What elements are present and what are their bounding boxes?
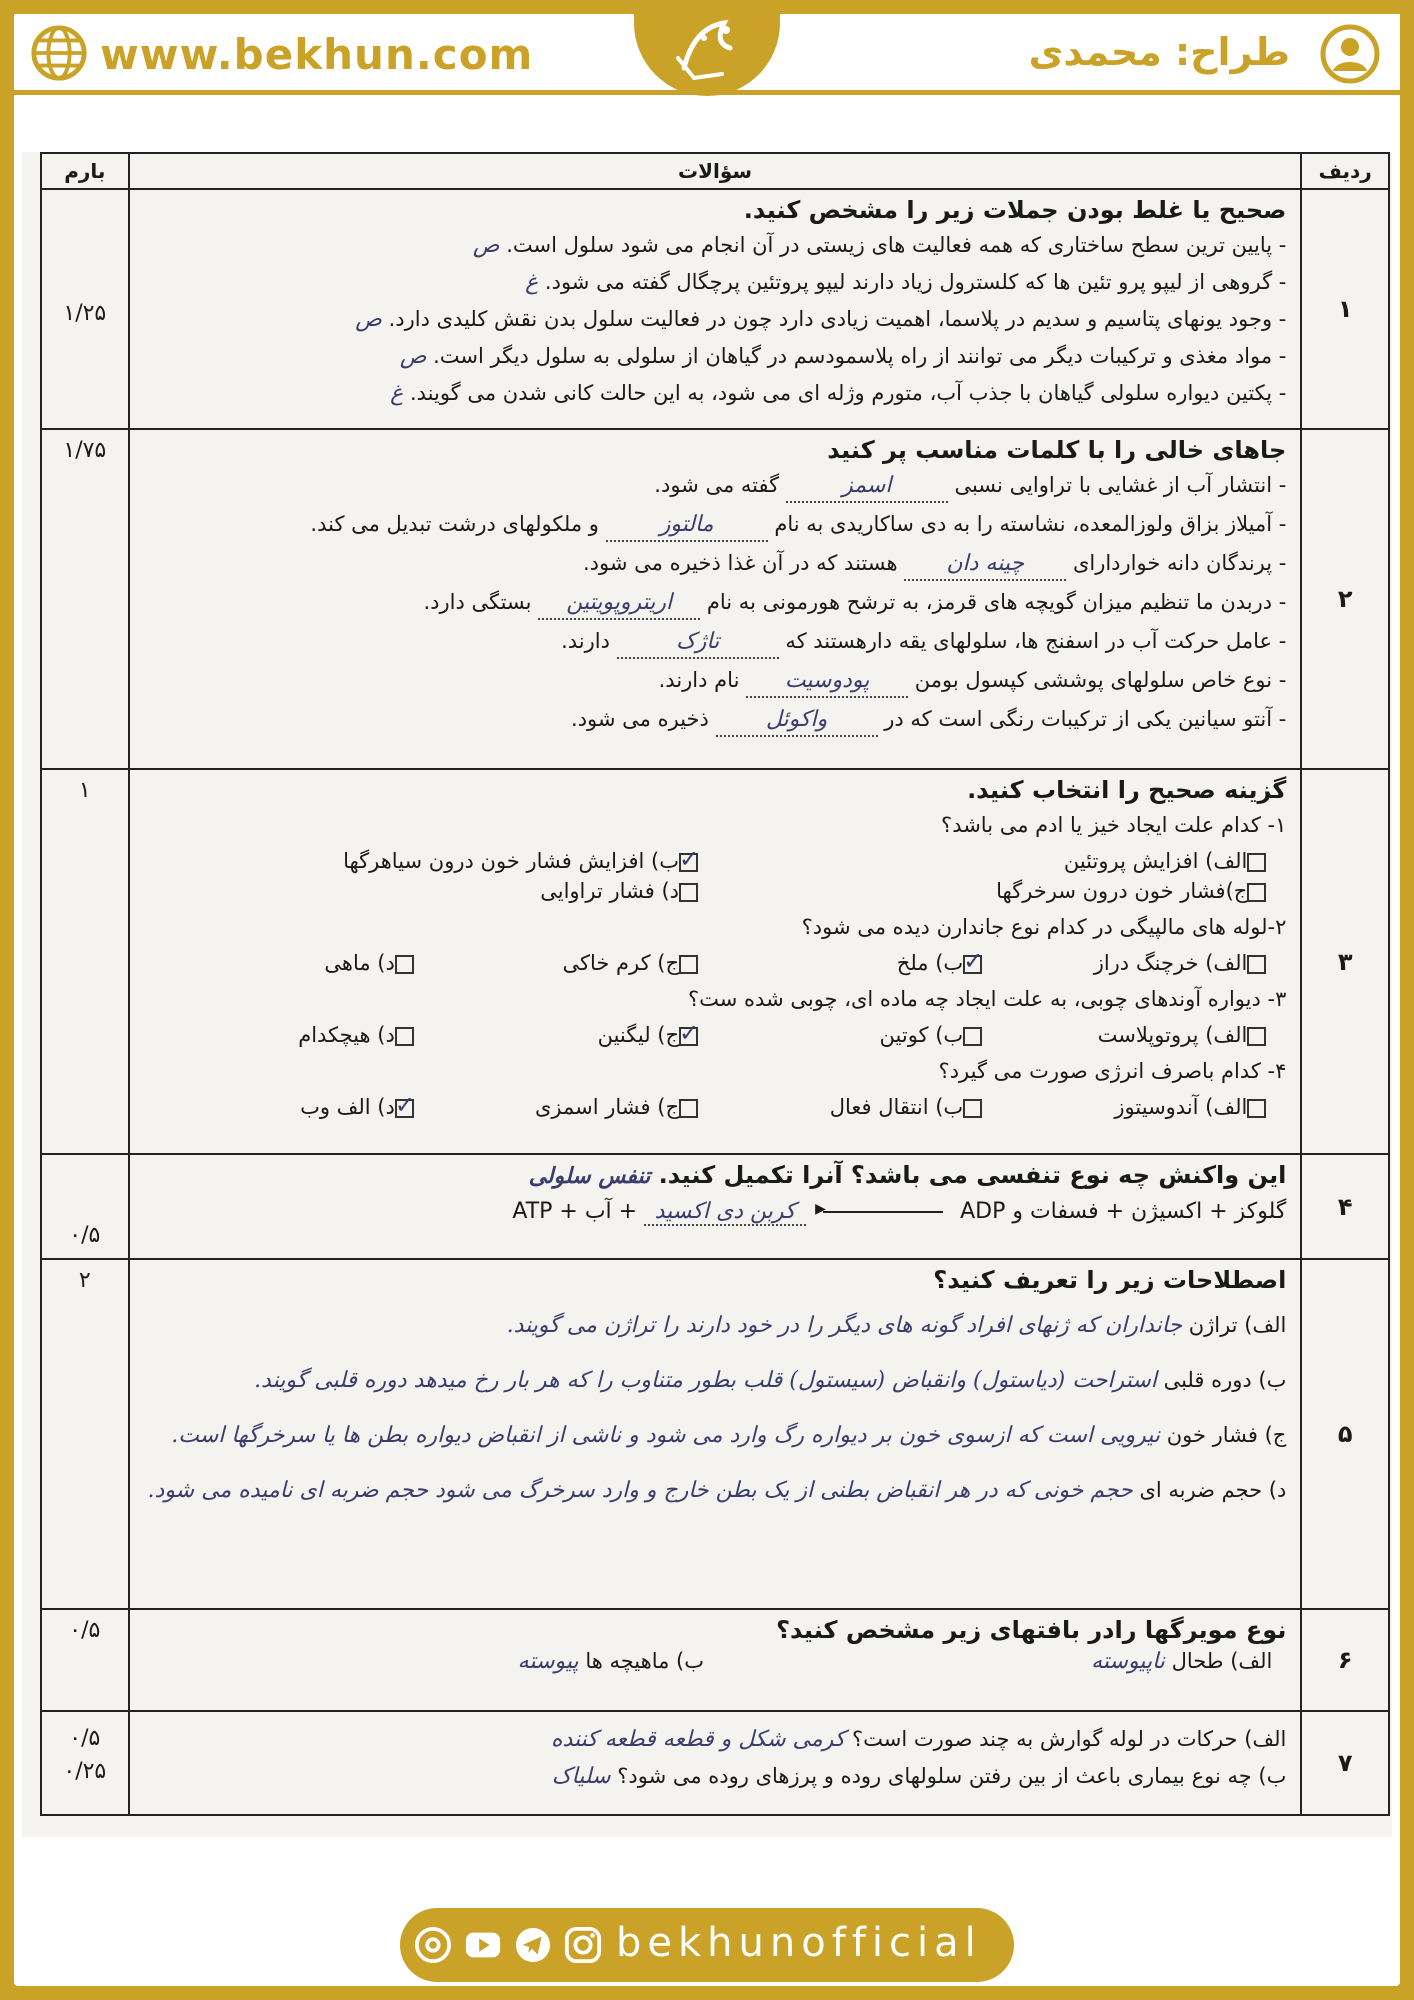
question-title: گزینه صحیح را انتخاب کنید. [967,776,1287,804]
fill-blank-item: - عامل حرکت آب در اسفنج ها، سلولهای یقه دارهستند که تاژک دارند. [140,626,1287,659]
statement: - وجود یونهای پتاسیم و سدیم در پلاسما، اهمیت زیادی دارد چون در فعالیت سلول بدن نقش کلیدی دارد. ص [355,307,1287,332]
youtube-icon[interactable] [464,1926,502,1964]
checkbox-icon[interactable] [679,1099,698,1118]
checkbox-icon[interactable] [1247,883,1266,902]
mc-option[interactable]: ✓ب) افزایش فشار خون درون سیاهرگها [140,846,708,876]
row-number: ۴ [1337,1192,1353,1221]
question-title: جاهای خالی را با کلمات مناسب پر کنید [827,436,1287,464]
row-number: ۵ [1337,1420,1353,1448]
row-number: ۶ [1337,1646,1353,1674]
question-title: این واکنش چه نوع تنفسی می باشد؟ آنرا تکمیل کنید. تنفس سلولی [528,1161,1287,1189]
social-footer [400,1908,1014,1982]
score-value: ۰/۵ [69,1223,101,1248]
header-score: بارم [41,153,129,189]
reaction-reactants: گلوکز + اکسیژن + فسفات و ADP [960,1199,1287,1224]
row-number: ۳ [1337,947,1353,976]
short-answer-item: ب) چه نوع بیماری باعث از بین رفتن سلولهای روده و پرزهای روده می شود؟ سلیاک [551,1764,1287,1789]
question-row-4 [41,1154,1389,1259]
blank-answer: پودوسیت [746,666,908,698]
handwritten-answer: حجم خونی که در هر انقباض بطنی از یک بطن خارج و وارد سرخرگ می شود حجم ضربه ای نامیده می شود. [147,1478,1133,1503]
question-row-1 [41,189,1389,429]
question-row-3 [41,769,1389,1154]
mc-question: ۱- کدام علت ایجاد خیز یا ادم می باشد؟ [941,813,1287,837]
blank-answer: اسمز [786,471,948,503]
mc-option[interactable]: د) فشار تراوایی [140,876,708,906]
handwritten-answer: نیرویی است که ازسوی خون بر دیواره رگ وارد می شود و ناشی از انقباض دیواره بطن ها یا سرخرگها است. [171,1423,1160,1448]
handwritten-answer: ص [355,307,382,332]
user-icon [1320,24,1380,84]
statement: - گروهی از لیپو پرو تئین ها که کلسترول زیاد دارند لیپو پروتئین پرچگال گفته می شود. غ [525,270,1287,295]
mc-option[interactable]: د) هیچکدام [140,1020,424,1050]
checkbox-checked-icon[interactable] [679,853,698,872]
checkbox-icon[interactable] [963,1099,982,1118]
site-url[interactable]: www.bekhun.com [100,30,534,79]
mc-option[interactable]: ✓د) الف وب [140,1092,424,1122]
mc-option[interactable]: ✓ج) لیگنین [424,1020,708,1050]
table-header-row [41,153,1389,189]
reaction-arrow-icon [823,1211,943,1213]
handwritten-answer: غ [525,270,539,295]
mc-option[interactable]: ج) کرم خاکی [424,948,708,978]
question-row-5 [41,1259,1389,1609]
telegram-icon[interactable] [514,1926,552,1964]
mc-option[interactable]: ج) فشار اسمزی [424,1092,708,1122]
definition-item: ج) فشار خون نیرویی است که ازسوی خون بر دیواره رگ وارد می شود و ناشی از انقباض دیواره بطن ها یا سرخرگها است. [171,1423,1287,1448]
checkbox-icon[interactable] [1247,1099,1266,1118]
handwritten-answer: ص [472,233,500,258]
score-value: ۱ [78,778,91,803]
mc-option[interactable]: ✓ب) ملخ [708,948,992,978]
reaction-products: + آب + ATP [512,1199,638,1224]
fill-blank-item: - انتشار آب از غشایی با تراوایی نسبی اسمز گفته می شود. [140,470,1287,503]
bekhun-logo-icon [664,8,750,88]
handwritten-answer: استراحت (دیاستول) وانقباض (سیستول) قلب بطور متناوب را که هر بار رخ میدهد دوره قلبی گویند. [254,1368,1157,1393]
fill-blank-item: - دربدن ما تنظیم میزان گویچه های قرمز، به ترشح هورمونی به نام اریتروپویتین بستگی دارد. [140,587,1287,620]
score-value: ۲ [78,1268,91,1293]
mc-options [140,1020,1277,1050]
statement: - پکتین دیواره سلولی گیاهان با جذب آب، متورم وژله ای می شود، به این حالت کانی شدن می گویند. غ [390,381,1287,406]
checkbox-checked-icon[interactable] [963,955,982,974]
score-value: ۰/۵ [69,1618,101,1643]
mc-options [140,846,1277,906]
mc-option[interactable]: الف) افزایش پروتئین [708,846,1276,876]
handwritten-answer: تنفس سلولی [528,1163,651,1189]
handwritten-answer: ناپیوسته [1091,1649,1165,1674]
question-title: صحیح یا غلط بودن جملات زیر را مشخص کنید. [743,196,1287,224]
mc-option[interactable]: ب) انتقال فعال [708,1092,992,1122]
mc-option[interactable]: الف) خرچنگ دراز [992,948,1276,978]
definition-item: الف) تراژن جانداران که ژنهای افراد گونه های دیگر را در خود دارند را تراژن می گویند. [506,1313,1287,1338]
checkbox-icon[interactable] [1247,1027,1266,1046]
handwritten-answer: غ [390,381,404,406]
mc-option[interactable]: ج)فشار خون درون سرخرگها [708,876,1276,906]
mc-option[interactable]: الف) پروتوپلاست [992,1020,1276,1050]
fill-blank-item: - پرندگان دانه خواردارای چینه دان هستند که در آن غذا ذخیره می شود. [140,548,1287,581]
globe-icon [30,24,88,82]
fill-blank-item: - آنتو سیانین یکی از ترکیبات رنگی است که در واکوئل ذخیره می شود. [140,704,1287,737]
header-row-number: ردیف [1301,153,1389,189]
blank-answer: اریتروپویتین [538,588,700,620]
blank-answer: تاژک [617,627,779,659]
statement: - پایین ترین سطح ساختاری که همه فعالیت های زیستی در آن انجام می شود سلول است. ص [472,233,1287,258]
question-row-6 [41,1609,1389,1711]
checkbox-checked-icon[interactable] [395,1099,414,1118]
question-row-2 [41,429,1389,769]
mc-options [140,948,1277,978]
question-row-7 [41,1711,1389,1815]
handwritten-answer: جانداران که ژنهای افراد گونه های دیگر را در خود دارند را تراژن می گویند. [506,1313,1182,1338]
mc-option[interactable]: ب) کوتین [708,1020,992,1050]
mc-options [140,1092,1277,1122]
instagram-icon[interactable] [564,1926,602,1964]
exam-table [40,152,1390,1816]
capillary-item: ب) ماهیچه ها پیوسته [517,1649,705,1674]
fill-blank-item: - نوع خاص سلولهای پوششی کپسول بومن پودوسیت نام دارند. [140,665,1287,698]
score-value: ۱/۷۵ [63,438,107,463]
checkbox-icon[interactable] [395,955,414,974]
score-value: ۰/۲۵ [63,1759,107,1784]
checkbox-icon[interactable] [395,1027,414,1046]
checkbox-icon[interactable] [679,883,698,902]
reaction-equation [150,1199,1287,1226]
statement: - مواد مغذی و ترکیبات دیگر می توانند از راه پلاسمودسم در گیاهان از سلولی به سلول دیگر است. ص [399,344,1287,369]
handwritten-answer: ص [399,344,427,369]
checkbox-icon[interactable] [679,955,698,974]
score-value: ۰/۵ [69,1726,101,1751]
mc-question: ۳- دیواره آوندهای چوبی، به علت ایجاد چه ماده ای، چوبی شده ست؟ [688,987,1287,1011]
handwritten-answer: کرمی شکل و قطعه قطعه کننده [550,1727,846,1752]
definition-item: د) حجم ضربه ای حجم خونی که در هر انقباض بطنی از یک بطن خارج و وارد سرخرگ می شود حجم ضربه ای نامیده می شود. [147,1478,1287,1503]
header-questions: سؤالات [129,153,1302,189]
mc-question: ۴- کدام باصرف انرژی صورت می گیرد؟ [938,1059,1287,1083]
instagram-reel-icon[interactable] [414,1926,452,1964]
handwritten-answer: سلیاک [551,1764,611,1789]
handwritten-answer: پیوسته [517,1649,579,1674]
short-answer-item: الف) حرکات در لوله گوارش به چند صورت است؟ کرمی شکل و قطعه قطعه کننده [550,1727,1287,1752]
blank-answer: چینه دان [904,549,1066,581]
checkbox-icon[interactable] [1247,955,1266,974]
blank-answer: کربن دی اکسید [644,1199,806,1226]
mc-option[interactable]: الف) آندوسیتوز [992,1092,1276,1122]
designer-label: طراح: محمدی [1028,30,1290,74]
blank-answer: واکوئل [716,705,878,737]
row-number: ۱ [1337,295,1353,323]
row-number: ۷ [1337,1749,1353,1777]
definition-item: ب) دوره قلبی استراحت (دیاستول) وانقباض (سیستول) قلب بطور متناوب را که هر بار رخ میدهد دوره قلبی گویند. [254,1368,1287,1393]
blank-answer: مالتوز [606,510,768,542]
social-handle[interactable]: bekhunofficial [616,1920,982,1966]
checkbox-icon[interactable] [963,1027,982,1046]
question-title: نوع مویرگها رادر بافتهای زیر مشخص کنید؟ [776,1616,1287,1644]
row-number: ۲ [1337,585,1353,613]
capillary-item: الف) طحال ناپیوسته [1091,1649,1273,1674]
score-value: ۱/۲۵ [63,300,107,326]
checkbox-checked-icon[interactable] [679,1027,698,1046]
capillary-items [140,1646,1277,1677]
mc-option[interactable]: د) ماهی [140,948,424,978]
mc-question: ۲-لوله های مالپیگی در کدام نوع جاندارن دیده می شود؟ [801,915,1287,939]
checkbox-icon[interactable] [1247,853,1266,872]
fill-blank-item: - آمیلاز بزاق ولوزالمعده، نشاسته را به دی ساکاریدی به نام مالتوز و ملکولهای درشت تبدیل می کند. [140,509,1287,542]
question-title: اصطلاحات زیر را تعریف کنید؟ [933,1266,1287,1294]
